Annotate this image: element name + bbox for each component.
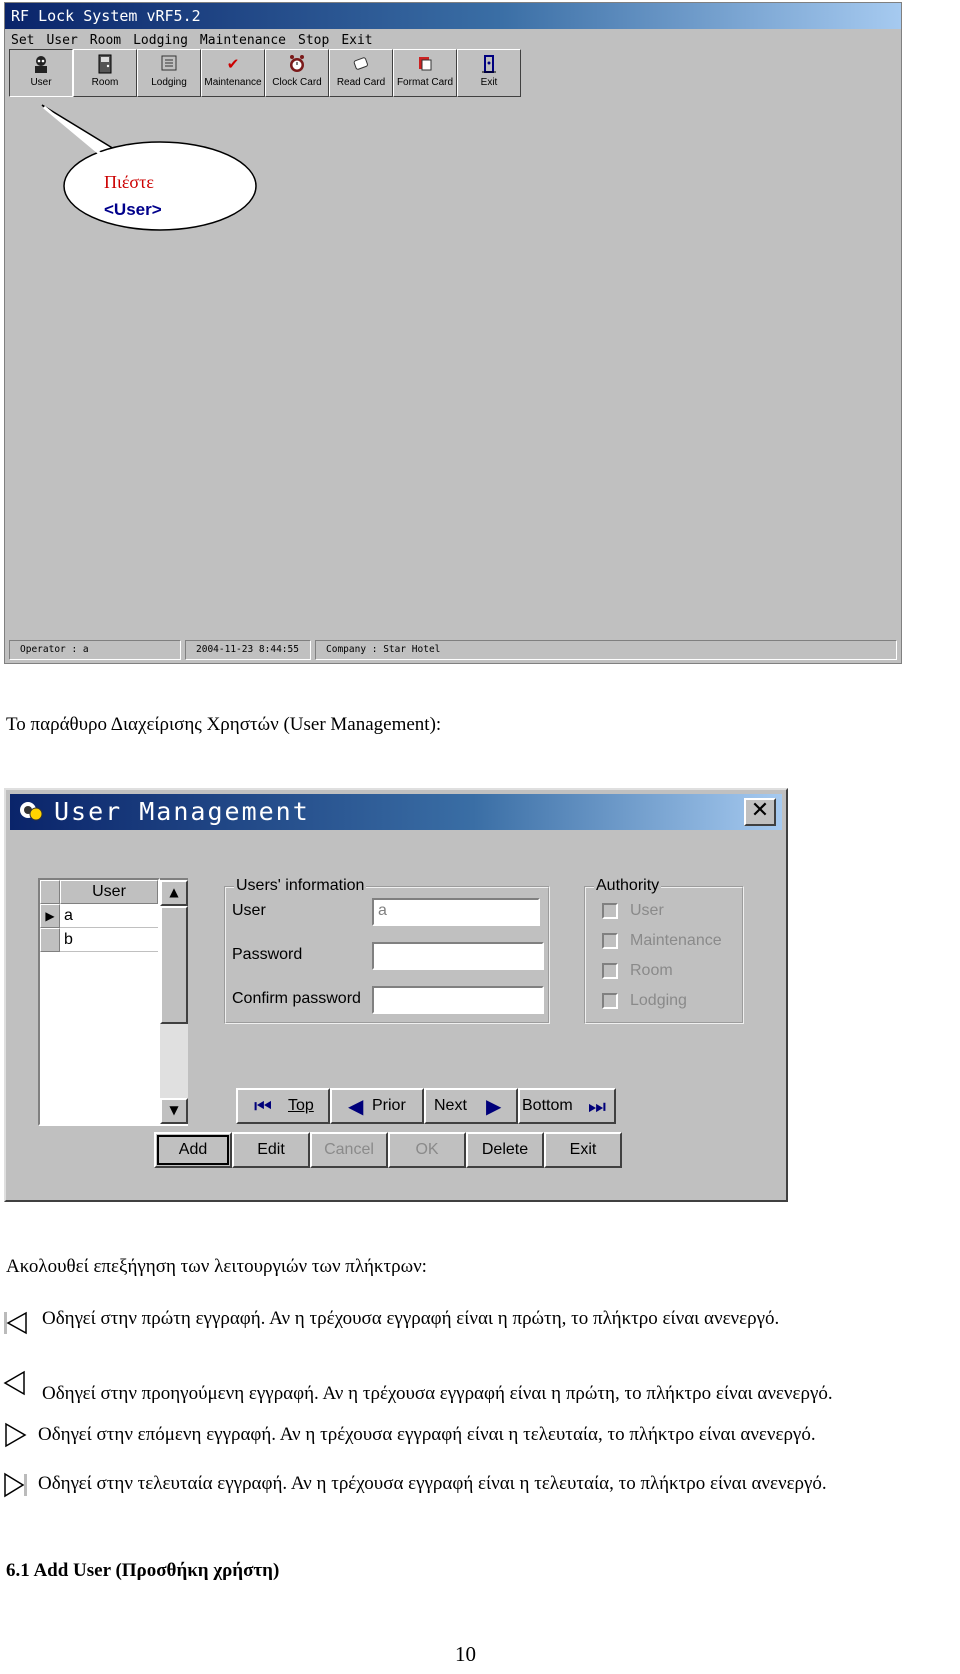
toolbar-room-label: Room	[91, 77, 119, 88]
callout-text	[104, 168, 162, 224]
last-record-icon: ⏭	[588, 1094, 606, 1118]
last-record-icon	[2, 1470, 32, 1500]
bullet-last-text: Οδηγεί στην τελευταία εγγραφή. Αν η τρέχουσα εγγραφή είναι η τελευταία, το πλήκτρο είναι ανενεργό.	[38, 1473, 827, 1494]
authority-maintenance-label: Maintenance	[630, 932, 722, 949]
callout-line-press: Πιέστε	[104, 172, 154, 192]
toolbar-maintenance-button[interactable]	[201, 49, 265, 97]
next-record-icon: ▶	[486, 1094, 502, 1118]
menu-exit[interactable]: Exit	[341, 32, 373, 48]
clock-icon	[286, 54, 308, 74]
exit-button[interactable]: Exit	[544, 1132, 622, 1168]
authority-user-label: User	[630, 902, 664, 919]
table-cell: a	[60, 904, 158, 928]
scroll-down-button[interactable]	[160, 1098, 188, 1124]
app-key-icon	[18, 800, 46, 824]
menu-maintenance[interactable]: Maintenance	[199, 32, 286, 48]
bottom-button[interactable]	[518, 1088, 616, 1124]
menu-stop[interactable]: Stop	[298, 32, 330, 48]
close-icon: ✕	[750, 798, 770, 823]
lodging-icon	[158, 54, 180, 74]
check-icon: ✔	[226, 55, 240, 73]
callout-line-user: <User>	[104, 200, 162, 219]
authority-lodging-checkbox[interactable]	[602, 992, 687, 1010]
password-field[interactable]	[372, 942, 544, 970]
exit-icon	[478, 54, 500, 74]
checkbox	[602, 933, 618, 949]
grid-column-header: User	[60, 880, 158, 904]
user-grid[interactable]	[38, 878, 160, 1126]
user-management-dialog	[4, 788, 788, 1202]
table-row[interactable]	[40, 928, 158, 952]
authority-group	[584, 877, 744, 1024]
table-cell: b	[60, 928, 158, 952]
bullet-prior-text: Οδηγεί στην προηγούμενη εγγραφή. Αν η τρέχουσα εγγραφή είναι η πρώτη, το πλήκτρο είναι ανενεργό.	[42, 1383, 833, 1404]
user-icon	[30, 54, 52, 74]
edit-button[interactable]: Edit	[232, 1132, 310, 1168]
card-icon	[350, 54, 372, 74]
page-number: 10	[455, 1642, 476, 1666]
close-button[interactable]	[744, 798, 776, 826]
user-field-label: User	[232, 902, 266, 919]
toolbar-clock-card-label: Clock Card	[272, 77, 322, 88]
row-indicator	[40, 928, 60, 952]
user-field[interactable]: a	[372, 898, 540, 926]
toolbar-user-button[interactable]	[9, 49, 73, 97]
next-button-label: Next	[434, 1097, 467, 1114]
rf-statusbar	[9, 640, 897, 660]
triangle-up-icon: ▲	[169, 885, 179, 899]
toolbar-exit-label: Exit	[480, 77, 498, 88]
menu-room[interactable]: Room	[89, 32, 122, 48]
buttons-intro: Ακολουθεί επεξήγηση των λειτουργιών των πλήκτρων:	[6, 1256, 427, 1277]
dialog-title: User Management	[54, 797, 310, 826]
checkbox	[602, 993, 618, 1009]
prior-record-icon	[2, 1368, 32, 1398]
toolbar-clock-card-button[interactable]	[265, 49, 329, 97]
triangle-down-icon: ▼	[169, 1103, 179, 1117]
toolbar-maintenance-label: Maintenance	[204, 77, 262, 88]
toolbar-read-card-button[interactable]	[329, 49, 393, 97]
format-icon	[414, 54, 436, 74]
rf-toolbar	[9, 49, 521, 97]
prior-button[interactable]	[330, 1088, 424, 1124]
toolbar-lodging-label: Lodging	[151, 77, 187, 88]
status-operator: Operator : a	[9, 640, 181, 660]
bullet-first-text: Οδηγεί στην πρώτη εγγραφή. Αν η τρέχουσα εγγραφή είναι η πρώτη, το πλήκτρο είναι ανενεργό.	[42, 1308, 780, 1329]
menu-user[interactable]: User	[46, 32, 78, 48]
toolbar-read-card-label: Read Card	[336, 77, 386, 88]
first-record-icon: ⏮	[254, 1094, 272, 1118]
users-information-group	[224, 877, 550, 1024]
users-information-legend: Users' information	[236, 877, 365, 894]
top-button-label: Top	[288, 1097, 314, 1114]
toolbar-exit-button[interactable]	[457, 49, 521, 97]
next-button[interactable]	[424, 1088, 518, 1124]
prior-button-label: Prior	[372, 1097, 406, 1114]
grid-scrollbar[interactable]	[160, 878, 188, 1126]
authority-room-checkbox[interactable]	[602, 962, 673, 980]
window-caption: Το παράθυρο Διαχείρισης Χρηστών (User Management):	[6, 714, 442, 735]
status-company: Company : Star Hotel	[315, 640, 897, 660]
toolbar-lodging-button[interactable]	[137, 49, 201, 97]
toolbar-format-card-label: Format Card	[396, 77, 454, 88]
bullet-next-text: Οδηγεί στην επόμενη εγγραφή. Αν η τρέχουσα εγγραφή είναι η τελευταία, το πλήκτρο είναι ανενεργό.	[38, 1424, 816, 1445]
first-record-icon	[2, 1308, 32, 1338]
status-datetime: 2004-11-23 8:44:55	[185, 640, 311, 660]
confirm-password-label: Confirm password	[232, 990, 361, 1007]
password-field-label: Password	[232, 946, 303, 963]
bottom-button-label: Bottom	[522, 1097, 573, 1114]
checkbox	[602, 903, 618, 919]
row-indicator-icon: ▶	[40, 904, 60, 928]
delete-button[interactable]: Delete	[466, 1132, 544, 1168]
next-record-icon	[2, 1420, 32, 1450]
scroll-up-button[interactable]	[160, 880, 188, 906]
confirm-password-field[interactable]	[372, 986, 544, 1014]
toolbar-room-button[interactable]	[73, 49, 137, 97]
top-button[interactable]	[236, 1088, 330, 1124]
cancel-button[interactable]: Cancel	[310, 1132, 388, 1168]
dialog-titlebar	[10, 794, 782, 830]
authority-lodging-label: Lodging	[630, 992, 687, 1009]
menu-set[interactable]: Set	[11, 32, 35, 48]
toolbar-user-label: User	[30, 77, 52, 88]
table-row[interactable]	[40, 904, 158, 928]
add-button[interactable]: Add	[154, 1132, 232, 1168]
toolbar-format-card-button[interactable]	[393, 49, 457, 97]
authority-legend: Authority	[596, 877, 660, 894]
grid-corner	[40, 880, 60, 904]
room-icon	[94, 54, 116, 74]
authority-room-label: Room	[630, 962, 673, 979]
rf-menubar	[5, 29, 901, 51]
menu-lodging[interactable]: Lodging	[133, 32, 188, 48]
section-heading: 6.1 Add User (Προσθήκη χρήστη)	[6, 1560, 280, 1581]
prior-record-icon: ◀	[348, 1094, 364, 1118]
checkbox	[602, 963, 618, 979]
authority-maintenance-checkbox[interactable]	[602, 932, 722, 950]
rf-window-title: RF Lock System vRF5.2	[5, 3, 901, 29]
ok-button[interactable]: OK	[388, 1132, 466, 1168]
authority-user-checkbox[interactable]	[602, 902, 664, 920]
scroll-thumb[interactable]	[160, 906, 188, 1024]
